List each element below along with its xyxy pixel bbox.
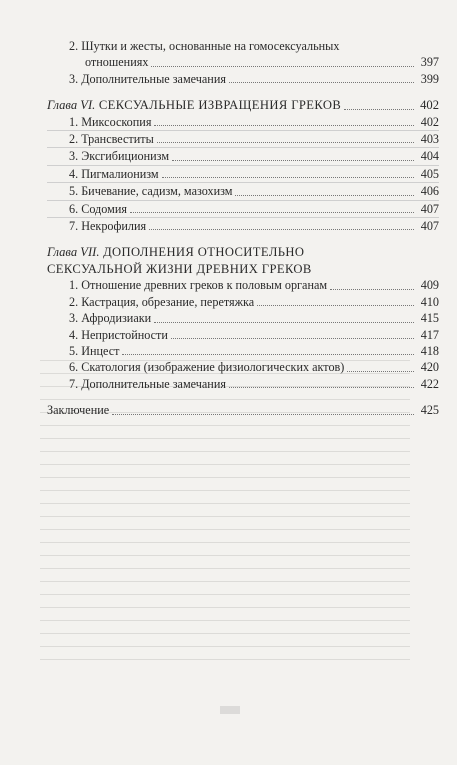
page-number: 399	[420, 71, 439, 86]
page-number: 410	[420, 294, 439, 309]
chapter-heading	[47, 97, 439, 113]
toc-item: 1. Миксоскопия 402	[47, 114, 439, 131]
page-number: 415	[420, 311, 439, 326]
leader-dots	[330, 289, 414, 290]
leader-dots	[162, 177, 414, 178]
chapter-title: ДОПОЛНЕНИЯ ОТНОСИТЕЛЬНО	[103, 245, 305, 260]
toc-item: 3. Дополнительные замечания 399	[69, 71, 439, 86]
table-of-contents	[47, 38, 439, 419]
leader-dots	[229, 387, 414, 388]
leader-dots	[344, 109, 414, 110]
toc-item: 5. Инцест 418	[69, 343, 439, 358]
page-number: 420	[420, 360, 439, 375]
page-number: 407	[420, 201, 439, 216]
chapter-title: СЕКСУАЛЬНЫЕ ИЗВРАЩЕНИЯ ГРЕКОВ	[98, 98, 342, 113]
toc-conclusion: Заключение 425	[47, 403, 439, 418]
leader-dots	[229, 82, 414, 83]
leader-dots	[154, 125, 414, 126]
toc-item: 5. Бичевание, садизм, мазохизм 406	[47, 183, 439, 200]
chapter-prefix: Глава VII.	[47, 245, 100, 260]
page-number: 418	[420, 343, 439, 358]
leader-dots	[149, 229, 414, 230]
leader-dots	[257, 305, 414, 306]
toc-item: 3. Афродизиаки 415	[69, 311, 439, 326]
show-through-page-number	[220, 706, 240, 714]
toc-item: 4. Непристойности 417	[69, 327, 439, 342]
toc-item: 1. Отношение древних греков к половым органам 409	[69, 278, 439, 293]
leader-dots	[172, 160, 414, 161]
toc-item: 6. Содомия 407	[47, 201, 439, 218]
toc-item: 2. Трансвеститы 403	[47, 131, 439, 148]
toc-item: 7. Некрофилия 407	[69, 219, 439, 234]
toc-item: 6. Скатология (изображение физиологических актов) 420	[69, 360, 439, 375]
leader-dots	[171, 338, 414, 339]
leader-dots	[235, 195, 414, 196]
chapter-prefix: Глава VI.	[47, 98, 96, 113]
page-number: 397	[420, 55, 439, 70]
page-number: 417	[420, 327, 439, 342]
leader-dots	[347, 371, 414, 372]
toc-item: 3. Эксгибиционизм 404	[47, 148, 439, 165]
page-number: 422	[420, 376, 439, 391]
page-number: 407	[420, 219, 439, 234]
leader-dots	[154, 322, 414, 323]
toc-item: 7. Дополнительные замечания 422	[69, 376, 439, 391]
page-number: 406	[420, 184, 439, 199]
leader-dots	[157, 142, 414, 143]
chapter-title-continued: СЕКСУАЛЬНОЙ ЖИЗНИ ДРЕВНИХ ГРЕКОВ	[47, 261, 312, 276]
toc-item: 2. Кастрация, обрезание, перетяжка 410	[69, 294, 439, 309]
page-number: 402	[420, 98, 439, 113]
page-number: 404	[420, 149, 439, 164]
toc-item: 2. Шутки и жесты, основанные на гомосексуальных отношениях 397	[69, 39, 439, 70]
page-number: 409	[420, 278, 439, 293]
page-number: 425	[420, 403, 439, 418]
toc-item: 4. Пигмалионизм 405	[47, 166, 439, 183]
page-number: 402	[420, 114, 439, 129]
page-number: 405	[420, 166, 439, 181]
leader-dots	[130, 212, 414, 213]
leader-dots	[151, 66, 414, 67]
chapter-heading	[47, 244, 439, 277]
leader-dots	[112, 414, 414, 415]
page-number: 403	[420, 132, 439, 147]
leader-dots	[122, 354, 414, 355]
